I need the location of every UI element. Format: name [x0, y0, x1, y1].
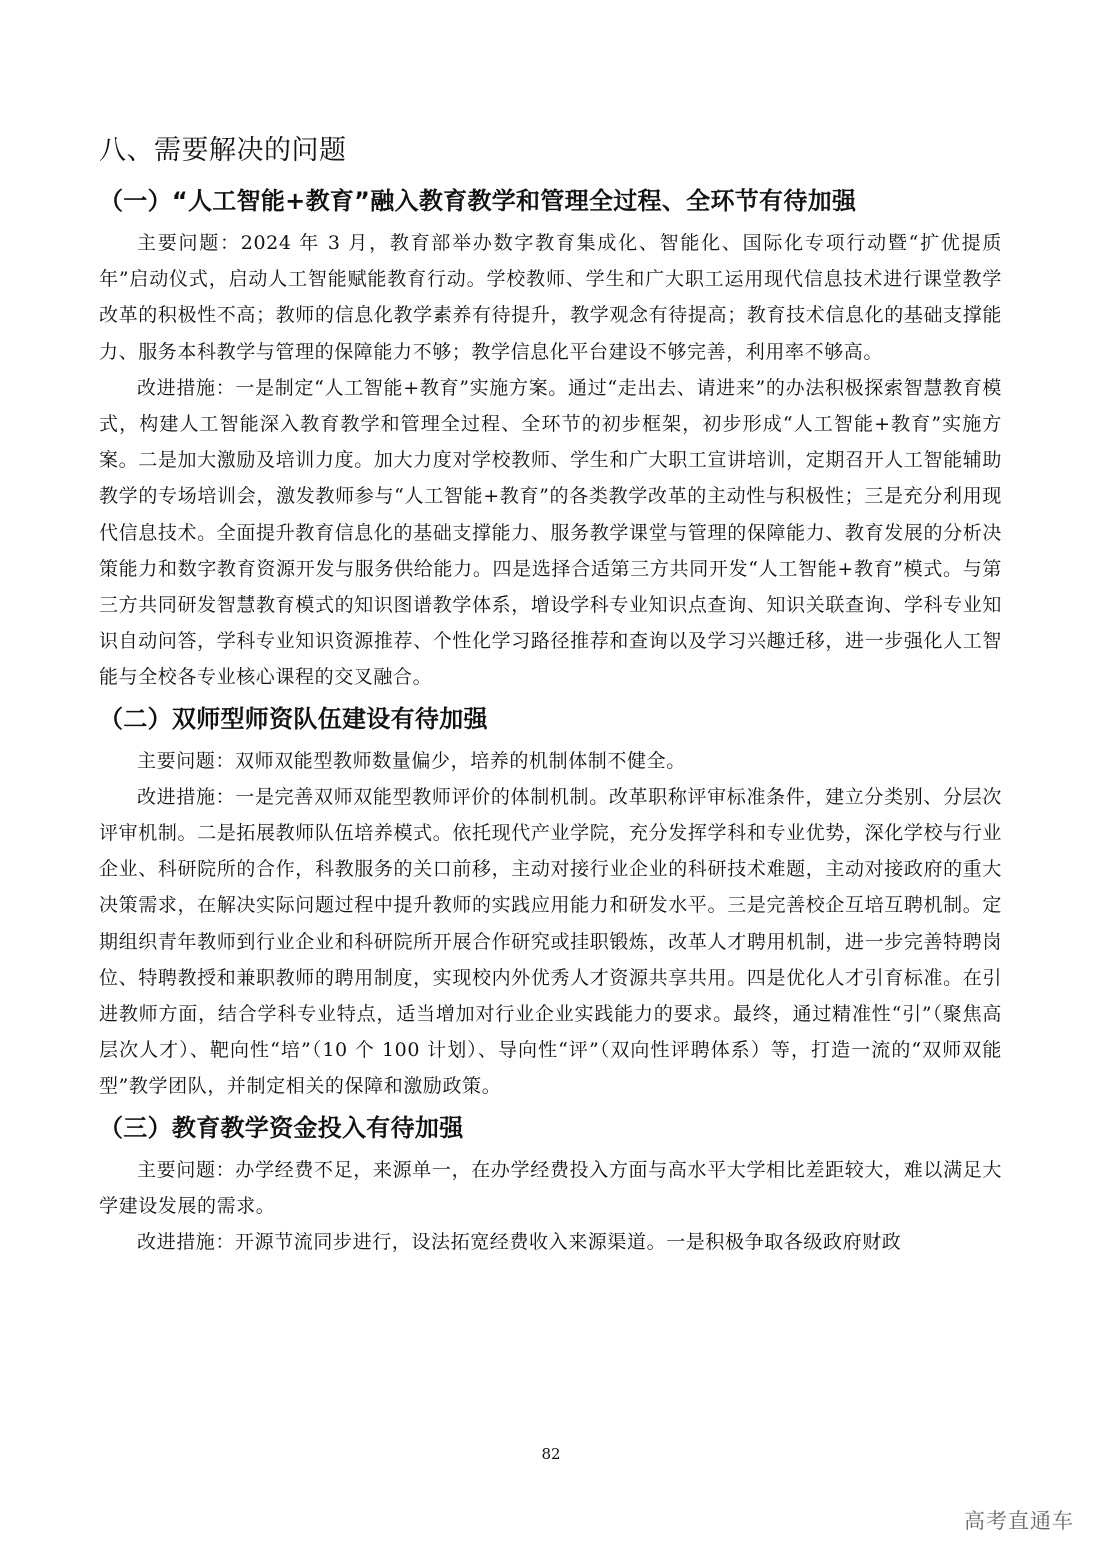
section-3-measures-paragraph: 改进措施：开源节流同步进行，设法拓宽经费收入来源渠道。一是积极争取各级政府财政	[137, 1231, 902, 1254]
chapter-heading: 八、需要解决的问题	[99, 135, 347, 166]
section-1-problem-paragraph: 主要问题：2024 年 3 月，教育部举办数字教育集成化、智能化、国际化专项行动暨“扩优提质年”启动仪式，启动人工智能赋能教育行动。学校教师、学生和广大职工运用现代信息技术进行课堂教学改革的积极性不高；教师的信息化教学素养有待提升，教学观念有待提高；教育技术信息化的基础支撑能力、服务本科教学与管理的保障能力不够；教学信息化平台建设不够完善，利用率不够高。	[99, 232, 1002, 363]
section-2	[99, 696, 1002, 1105]
section-3	[99, 1105, 1002, 1261]
section-2-problem-paragraph: 主要问题：双师双能型教师数量偏少，培养的机制体制不健全。	[137, 749, 686, 772]
document-body	[99, 128, 1002, 1260]
section-1	[99, 178, 1002, 696]
section-2-measures-paragraph: 改进措施：一是完善双师双能型教师评价的体制机制。改革职称评审标准条件，建立分类别、分层次评审机制。二是拓展教师队伍培养模式。依托现代产业学院，充分发挥学科和专业优势，深化学校与行业企业、科研院所的合作，科教服务的关口前移，主动对接行业企业的科研技术难题，主动对接政府的重大决策需求，在解决实际问题过程中提升教师的实践应用能力和研发水平。三是完善校企互培互聘机制。定期组织青年教师到行业企业和科研院所开展合作研究或挂职锻炼，改革人才聘用机制，进一步完善特聘岗位、特聘教授和兼职教师的聘用制度，实现校内外优秀人才资源共享共用。四是优化人才引育标准。在引进教师方面，结合学科专业特点，适当增加对行业企业实践能力的要求。最终，通过精准性“引”（聚焦高层次人才）、靶向性“培”（10 个 100 计划）、导向性“评”（双向性评聘体系）等，打造一流的“双师双能型”教学团队，并制定相关的保障和激励政策。	[99, 785, 1002, 1098]
page-number: 82	[541, 1445, 561, 1463]
section-1-title: （一）“人工智能+教育”融入教育教学和管理全过程、全环节有待加强	[99, 187, 857, 215]
section-1-measures-paragraph: 改进措施：一是制定“人工智能+教育”实施方案。通过“走出去、请进来”的办法积极探索智慧教育模式，构建人工智能深入教育教学和管理全过程、全环节的初步框架，初步形成“人工智能+教育”实施方案。二是加大激励及培训力度。加大力度对学校教师、学生和广大职工宣讲培训，定期召开人工智能辅助教学的专场培训会，激发教师参与“人工智能+教育”的各类教学改革的主动性与积极性；三是充分利用现代信息技术。全面提升教育信息化的基础支撑能力、服务教学课堂与管理的保障能力、教育发展的分析决策能力和数字教育资源开发与服务供给能力。四是选择合适第三方共同开发“人工智能+教育”模式。与第三方共同研发智慧教育模式的知识图谱教学体系，增设学科专业知识点查询、知识关联查询、学科专业知识自动问答，学科专业知识资源推荐、个性化学习路径推荐和查询以及学习兴趣迁移，进一步强化人工智能与全校各专业核心课程的交叉融合。	[99, 376, 1002, 689]
section-2-title: （二）双师型师资队伍建设有待加强	[99, 704, 488, 733]
watermark-text: 高考直通车	[964, 1509, 1074, 1533]
section-3-title: （三）教育教学资金投入有待加强	[99, 1113, 464, 1142]
section-3-problem-paragraph: 主要问题：办学经费不足，来源单一，在办学经费投入方面与高水平大学相比差距较大，难以满足大学建设发展的需求。	[99, 1158, 1002, 1217]
